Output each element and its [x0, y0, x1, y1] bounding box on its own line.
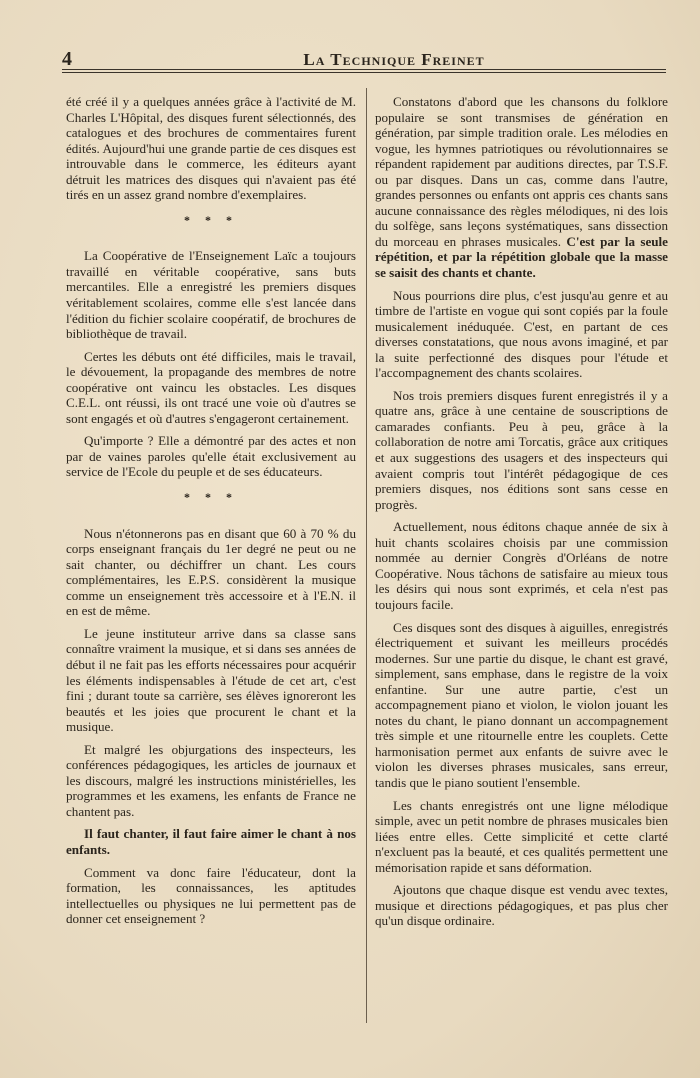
- paragraph: été créé il y a quelques années grâce à l'activité de M. Charles L'Hôpital, des disques furent sélectionnés, des catalogues et des brochures de commentaires furent édités. Aujourd'hui une grande partie de ces disques est introuvable dans le commerce, les éditeurs ayant détruit les matrices des disques qui n'avaient pas été tirés en un assez grand nombre d'exemplaires.: [66, 94, 356, 203]
- paragraph: Et malgré les objurgations des inspecteurs, les conférences pédagogiques, les articles de journaux et les discours, malgré les instructions ministérielles, les programmes et les examens, les enfants de France ne chantent pas.: [66, 741, 356, 819]
- paragraph: [375, 94, 668, 281]
- paragraph: Ajoutons que chaque disque est vendu avec textes, musique et directions pédagogiques, et pas plus cher qu'un disque ordinaire.: [375, 882, 668, 929]
- paragraph-text: Constatons d'abord que les chansons du folklore populaire se sont transmises de génération en génération, par simple tradition orale. Les mélodies en vogue, les hymnes patriotiques ou révolutionnaires se répandent rapidement par auditions directes, par T.S.F. ou par disques. Dans un cas, comme dans l'autre, grandes personnes ou enfants ont appris ces chants sans aucune connaissance des règles mélodiques, ni des lois du solfège, sans leçons systématiques, sans dissection du morceau en phrases musicales.: [375, 94, 668, 249]
- section-separator: * * *: [184, 490, 238, 505]
- column-divider: [366, 88, 367, 1023]
- paragraph: Actuellement, nous éditons chaque année de six à huit chants scolaires choisis par une commission nommée au dernier Congrès d'Orléans de notre Coopérative. Nous tâchons de satisfaire au mieux tous les désirs qui nous sont exprimés, et cela n'est pas toujours facile.: [375, 519, 668, 612]
- header-rule: [62, 69, 666, 70]
- paragraph: Nous n'étonnerons pas en disant que 60 à 70 % du corps enseignant français du 1er degré ne peut ou ne sait chanter, ou déchiffrer un chant. Les cours complémentaires, les E.P.S. considèrent la musique comme un enseignement très accessoire et à l'E.N. il en est de même.: [66, 525, 356, 619]
- paragraph: Nos trois premiers disques furent enregistrés il y a quatre ans, grâce à une centaine de souscriptions de camarades confiants. Peu à peu, grâce à la collaboration de notre ami Torcatis, grâce aux critiques et aux suggestions des usagers et des inspecteurs qui avaient compris tout l'intérêt pédagogique de ces premiers disques, nos éditions sont sans cesse en progrès.: [375, 387, 668, 512]
- running-title: La Technique Freinet: [303, 50, 485, 69]
- paragraph: Qu'importe ? Elle a démontré par des actes et non par de vaines paroles qu'elle était exclusivement au service de l'Ecole du peuple et de ses éducateurs.: [66, 433, 356, 480]
- paragraph: Comment va donc faire l'éducateur, dont la formation, les connaissances, les aptitudes intellectuelles ou physiques ne lui permettent pas de donner cet enseignement ?: [66, 864, 356, 927]
- header-rule-secondary: [62, 72, 666, 73]
- left-column: [66, 94, 356, 934]
- paragraph: Le jeune instituteur arrive dans sa classe sans connaître vraiment la musique, et si dans ses années de début il ne fait pas les efforts nécessaires pour acquérir les éléments indispensables à l'étude de cet art, c'est fini ; durant toute sa carrière, ses élèves ignoreront les beautés et les joies que procurent le chant et la musique.: [66, 625, 356, 735]
- paragraph: Ces disques sont des disques à aiguilles, enregistrés électriquement et suivant les meilleurs procédés modernes. Sur une partie du disque, le chant est gravé, simplement, sans emphase, dans le registre de la voix enfantine. Sur une autre partie, c'est un accompagnement piano et violon, le violon jouant les notes du chant, le piano donnant un accompagnement très simple et une ritournelle entre les couplets. Cette harmonisation permet aux enfants de suivre avec le violon les diverses phrases musicales, sans erreur, tandis que le piano soutient l'ensemble.: [375, 619, 668, 790]
- right-column: [375, 94, 668, 936]
- paragraph: Nous pourrions dire plus, c'est jusqu'au genre et au timbre de l'artiste en vogue qui sont copiés par la foule musicalement inéduquée. C'est, en partant de ces diverses constatations, que nous avons imaginé, et par la suite perfectionné des disques pour l'étude et l'accompagnement des chants scolaires.: [375, 287, 668, 381]
- paragraph: La Coopérative de l'Enseignement Laïc a toujours travaillé en véritable coopérative, sans buts mercantiles. Elle a enregistré les premiers disques véritablement scolaires, comme elle s'est lancée dans l'édition du fichier scolaire coopératif, de brochures de bibliothèque de travail.: [66, 248, 356, 342]
- emphasis-paragraph: Il faut chanter, il faut faire aimer le chant à nos enfants.: [66, 826, 356, 857]
- section-separator: * * *: [184, 212, 238, 227]
- emphasis-text: C'est par la seule répétition, et par la répétition globale que la masse se saisit des chants et chante.: [375, 233, 668, 281]
- page-number: 4: [62, 48, 72, 70]
- paragraph: Certes les débuts ont été difficiles, mais le travail, le dévouement, la propagande des membres de notre coopérative ont vaincu les obstacles. Les disques C.E.L. ont réussi, ils ont tracé une voie où d'autres se sont engagés et où d'autres s'engageront certainement.: [66, 348, 356, 426]
- paragraph: Les chants enregistrés ont une ligne mélodique simple, avec un petit nombre de phrases musicales bien liées entre elles. Cette simplicité et cette clarté n'excluent pas la beauté, et ces qualités permettent une mémorisation rapide et sans déformation.: [375, 797, 668, 875]
